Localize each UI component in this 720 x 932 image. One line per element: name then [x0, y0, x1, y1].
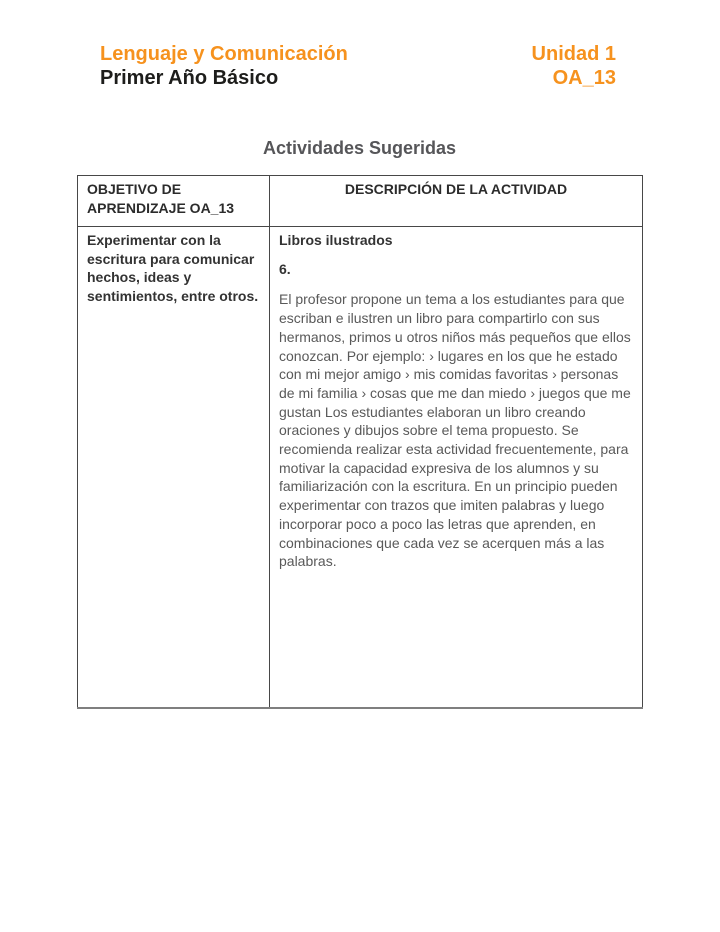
column-header-objective: OBJETIVO DE APRENDIZAJE OA_13	[78, 176, 270, 227]
activities-table	[77, 175, 643, 709]
unit-label: Unidad 1	[531, 43, 616, 65]
table-header-row	[78, 176, 643, 227]
header-subject-block	[100, 42, 348, 90]
column-header-description: DESCRIPCIÓN DE LA ACTIVIDAD	[270, 176, 643, 227]
oa-code-label: OA_13	[552, 67, 616, 89]
table-row	[78, 227, 643, 709]
document-header	[100, 42, 616, 90]
objective-cell: Experimentar con la escritura para comunicar hechos, ideas y sentimientos, entre otros.	[78, 227, 270, 709]
subject-title: Lenguaje y Comunicación	[100, 43, 348, 65]
grade-title: Primer Año Básico	[100, 67, 279, 89]
activity-subtitle: Libros ilustrados	[279, 232, 393, 248]
activity-description-text: El profesor propone un tema a los estudiantes para que escriban e ilustren un libro para compartirlo con sus hermanos, primos u otros niños más pequeños que ellos conozcan. Por ejemplo: › lugares en los que he estado con mi mejor amigo › mis comidas favoritas › personas de mi familia › cosas que me dan miedo › juegos que me gustan Los estudiantes elaboran un libro creando oraciones y dibujos sobre el tema propuesto. Se recomienda realizar esta actividad frecuentemente, para motivar la capacidad expresiva de los alumnos y su familiarización con la escritura. En un principio pueden experimentar con trazos que imiten palabras y luego incorporar poco a poco las letras que aprenden, en combinaciones que cada vez se acerquen más a las palabras.	[279, 291, 631, 570]
header-unit-block	[532, 42, 616, 90]
description-cell	[270, 227, 643, 709]
page-title: Actividades Sugeridas	[262, 138, 457, 158]
activity-number: 6.	[279, 260, 291, 277]
